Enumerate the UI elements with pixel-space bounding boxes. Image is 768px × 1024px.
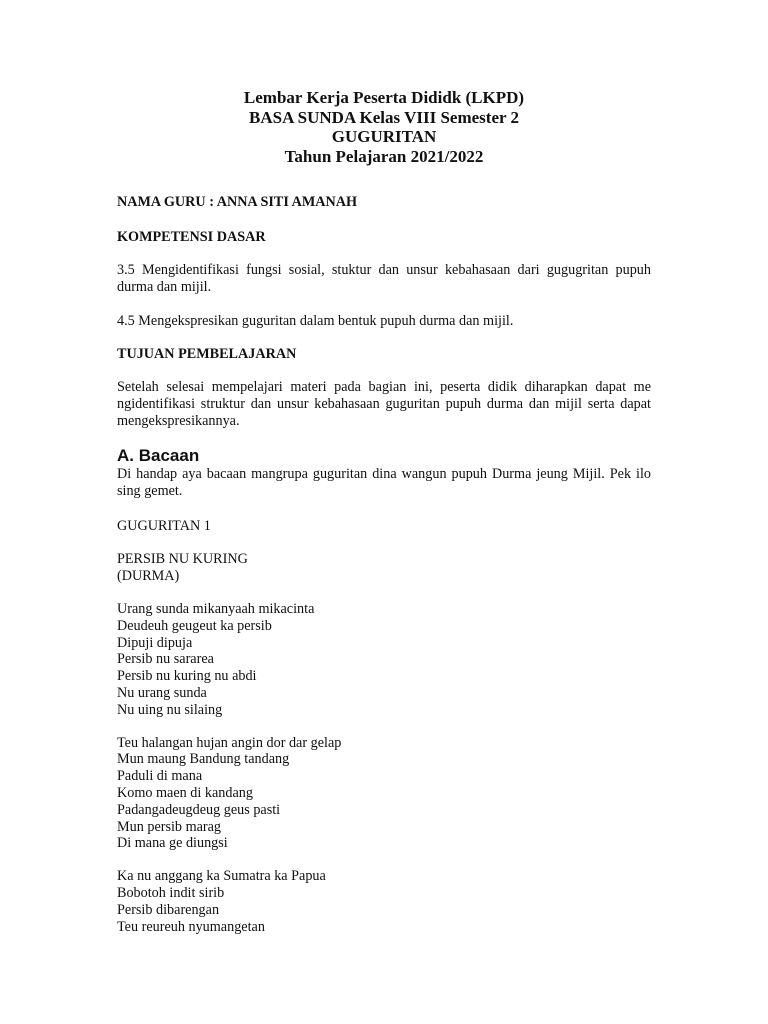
title-line-4: Tahun Pelajaran 2021/2022 [284, 146, 484, 166]
teacher-name: NAMA GURU : ANNA SITI AMANAH [117, 194, 358, 210]
poem-line: Mun maung Bandung tandang [117, 751, 290, 768]
poem-line: Dipuji dipuja [117, 634, 193, 651]
poem-line: Bobotoh indit sirib [117, 884, 225, 901]
poem-stanza-1 [117, 601, 651, 719]
poem-line: Padangadeugdeug geus pasti [117, 801, 281, 818]
poem-line: Di mana ge diungsi [117, 835, 228, 852]
poem-line: Deudeuh geugeut ka persib [117, 617, 272, 634]
bacaan-heading: A. Bacaan [117, 446, 200, 465]
poem-line: Nu uing nu silaing [117, 701, 223, 718]
document-title [117, 88, 651, 166]
poem-line: Persib dibarengan [117, 901, 220, 918]
poem-line: Persib nu kuring nu abdi [117, 668, 257, 685]
poem-line: Urang sunda mikanyaah mikacinta [117, 601, 315, 617]
kompetensi-heading: KOMPETENSI DASAR [117, 229, 266, 245]
document-page [117, 88, 651, 935]
bacaan-intro: Di handap aya bacaan mangrupa guguritan dina wangun pupuh Durma jeung Mijil. Pek ilo sing gemet. [117, 466, 651, 499]
poem-line: Teu reureuh nyumangetan [117, 918, 265, 935]
poem-line: Nu urang sunda [117, 684, 207, 701]
poem-title: PERSIB NU KURING [117, 551, 248, 567]
poem-stanza-3 [117, 868, 651, 935]
poem-form: (DURMA) [117, 568, 180, 584]
title-line-1: Lembar Kerja Peserta Dididk (LKPD) [243, 88, 525, 107]
kompetensi-item-1: 3.5 Mengidentifikasi fungsi sosial, stuktur dan unsur kebahasaan dari gugugritan pupuh durma dan mijil. [117, 262, 651, 295]
tujuan-heading: TUJUAN PEMBELAJARAN [117, 346, 297, 362]
poem-line: Paduli di mana [117, 768, 203, 785]
poem-line: Teu halangan hujan angin dor dar gelap [117, 734, 342, 751]
tujuan-text: Setelah selesai mempelajari materi pada bagian ini, peserta didik diharapkan dapat me ngidentifikasi struktur dan unsur kebahasaan guguritan pupuh durma dan mijil serta dapat mengekspresikannya. [117, 379, 651, 429]
poem-line: Ka nu anggang ka Sumatra ka Papua [117, 868, 326, 885]
title-line-2: BASA SUNDA Kelas VIII Semester 2 [249, 107, 519, 127]
kompetensi-item-2: 4.5 Mengekspresikan guguritan dalam bentuk pupuh durma dan mijil. [117, 313, 514, 329]
poem-stanza-2 [117, 735, 651, 853]
poem-line: Mun persib marag [117, 818, 222, 835]
guguritan-label: GUGURITAN 1 [117, 518, 211, 534]
title-line-3: GUGURITAN [331, 127, 437, 146]
poem-line: Persib nu sararea [117, 651, 214, 668]
poem-line: Komo maen di kandang [117, 784, 253, 801]
